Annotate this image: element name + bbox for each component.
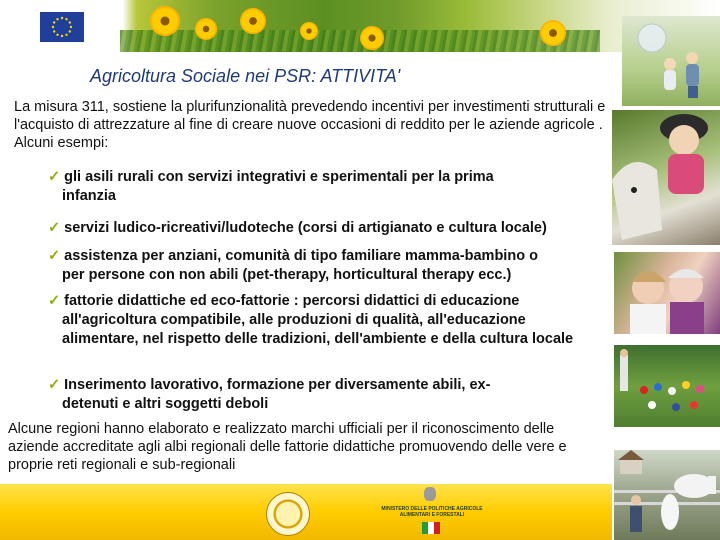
bullet-item: [48, 376, 548, 414]
outdoor-lesson-photo: [614, 345, 720, 427]
flower-decoration: [540, 20, 566, 46]
bullet-text: assistenza per anziani, comunità di tipo familiare mamma-bambino o: [64, 248, 538, 264]
rural-network-logo: [266, 492, 310, 536]
checkmark-icon: ✓: [48, 248, 61, 264]
outro-paragraph: Alcune regioni hanno elaborato e realizzato marchi ufficiali per il riconoscimento delle aziende accreditate agli albi regionali delle fattorie didattiche promuovendo delle vere e proprie reti regionali e sub-regionali: [8, 421, 567, 473]
bullet-text: gli asili rurali con servizi integrativi e sperimentali per la prima: [64, 169, 494, 185]
italian-republic-emblem: [424, 487, 436, 501]
flower-decoration: [195, 18, 217, 40]
checkmark-icon: ✓: [48, 293, 61, 309]
bullet-item: [48, 247, 604, 285]
flower-decoration: [240, 8, 266, 34]
bullet-item: [48, 219, 608, 238]
eu-flag-icon: [40, 12, 84, 42]
checkmark-icon: ✓: [48, 220, 61, 236]
bullet-text-continued: detenuti e altri soggetti deboli: [62, 396, 269, 412]
bullet-text-continued: infanzia: [62, 188, 116, 204]
flower-decoration: [150, 6, 180, 36]
slide-title: Agricoltura Sociale nei PSR: ATTIVITA': [90, 66, 401, 86]
bullet-text: fattorie didattiche ed eco-fattorie : percorsi didattici di educazione: [64, 293, 520, 309]
elderly-care-photo: [614, 252, 720, 334]
children-photo: [622, 16, 720, 106]
bullet-text: servizi ludico-ricreativi/ludoteche (corsi di artigianato e cultura locale): [64, 220, 547, 236]
checkmark-icon: ✓: [48, 377, 61, 393]
horse-riding-photo: [612, 110, 720, 245]
bullet-text: Inserimento lavorativo, formazione per diversamente abili, ex-: [64, 377, 491, 393]
ministry-label: MINISTERO DELLE POLITICHE AGRICOLE ALIMENTARI E FORESTALI: [381, 506, 483, 518]
farm-animals-photo: [614, 450, 720, 540]
intro-paragraph: La misura 311, sostiene la plurifunzionalità prevedendo incentivi per investimenti strutturali e l'acquisto di attrezzature al fine di creare nuove occasioni di reddito per le aziende agricole . Alcuni esempi:: [14, 99, 606, 151]
flower-decoration: [300, 22, 318, 40]
bullet-item: [48, 292, 588, 349]
bullet-text-continued: per persone con non abili (pet-therapy, horticultural therapy ecc.): [62, 267, 512, 283]
flower-decoration: [360, 26, 384, 50]
bullet-item: [48, 168, 558, 206]
italian-flag-icon: [422, 522, 440, 534]
bullet-text-continued: all'agricoltura compatibile, alle produzioni di qualità, all'educazione alimentare, nel rispetto delle tradizioni, dell'ambiente e della cultura locale: [62, 312, 574, 347]
header-banner: [0, 0, 720, 52]
checkmark-icon: ✓: [48, 169, 61, 185]
